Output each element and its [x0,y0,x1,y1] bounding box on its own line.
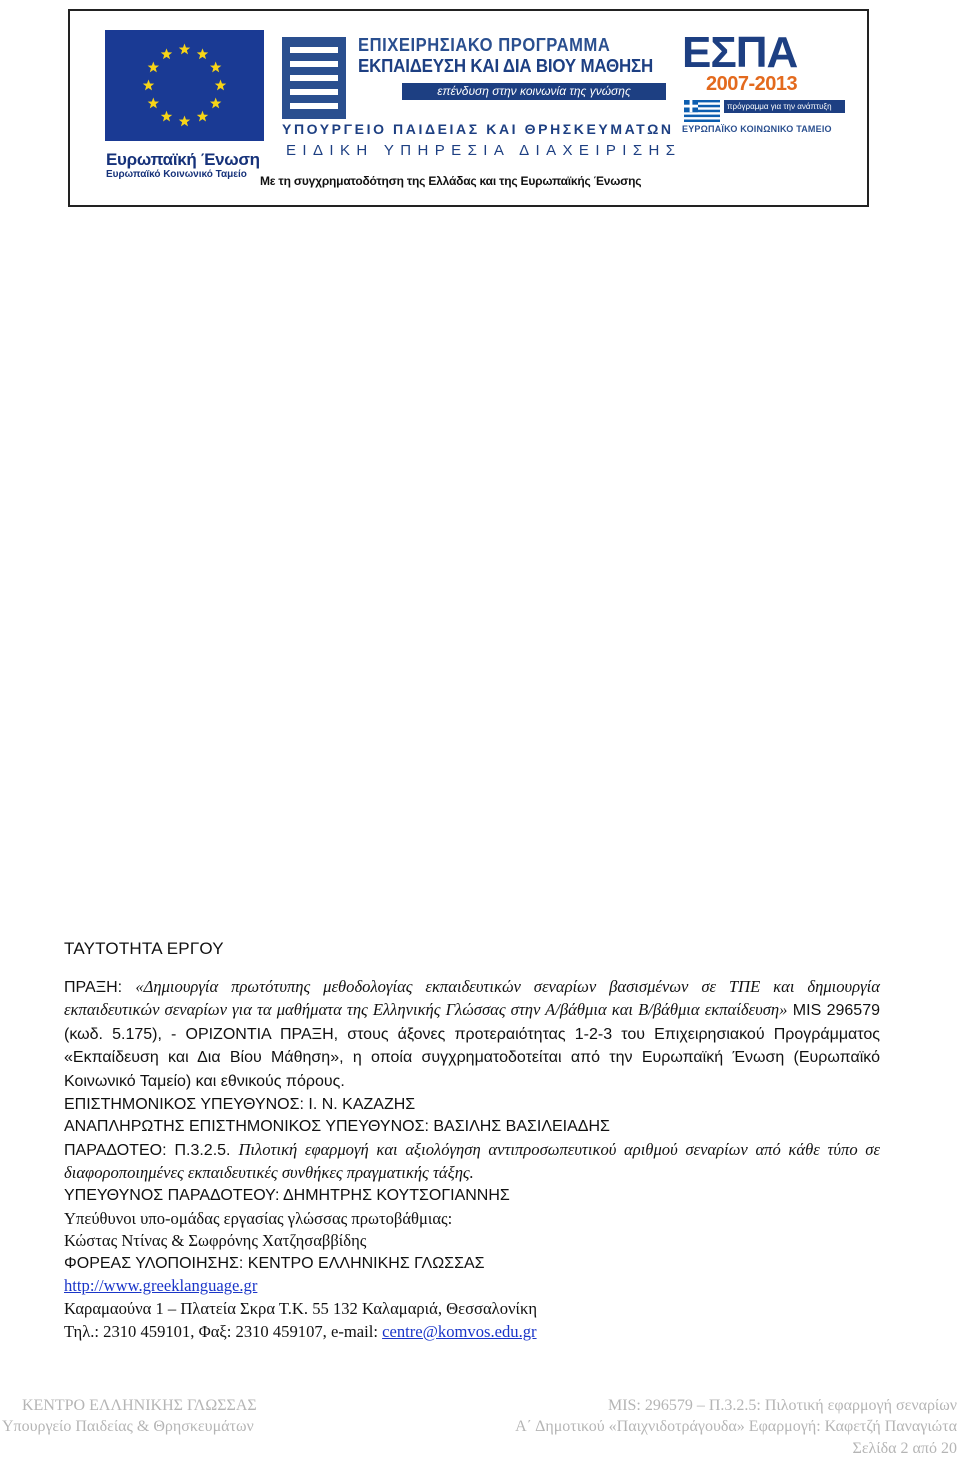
op-title: ΕΠΙΧΕΙΡΗΣΙΑΚΟ ΠΡΟΓΡΑΜΜΑ [358,35,611,55]
greek-flag-icon [684,100,720,122]
op-subtitle: ΕΚΠΑΙΔΕΥΣΗ ΚΑΙ ΔΙΑ ΒΙΟΥ ΜΑΘΗΣΗ [358,56,654,76]
espa-fund-label: ΕΥΡΩΠΑΪΚΟ ΚΟΙΝΩΝΙΚΟ ΤΑΜΕΙΟ [682,124,832,134]
footer-ministry: Υπουργείο Παιδείας & Θρησκευμάτων [2,1418,254,1435]
espa-logo-title: ΕΣΠΑ [682,28,798,77]
deputy-scientific-lead: ΑΝΑΠΛΗΡΩΤΗΣ ΕΠΙΣΤΗΜΟΝΙΚΟΣ ΥΠΕΥΘΥΝΟΣ: ΒΑΣΙΛΗΣ ΒΑΣΙΛΕΙΑΔΗΣ [64,1118,610,1136]
footer-scenario: Α΄ Δημοτικού «Παιχνιδοτράγουδα» Εφαρμογή: Καφετζή Παναγιώτα [515,1418,957,1435]
footer-mis: MIS: 296579 – Π.3.2.5: Πιλοτική εφαρμογή σεναρίων [607,1397,957,1414]
praxi-paragraph [64,976,880,1094]
email-link[interactable]: centre@komvos.edu.gr [382,1321,537,1341]
contact-line [64,1321,880,1344]
project-identity-section [64,938,880,1343]
praxi-details: MIS 296579 (κωδ. 5.175), - ΟΡΙΖΟΝΤΙΑ ΠΡΑΞΗ, στους άξονες προτεραιότητας 1-2-3 του Επιχειρησιακού Προγράμματος «Εκπαίδευση και Δια Βίου Μάθηση», η οποία συγχρηματοδοτείται από την Ευρωπαϊκή Ένωση (Ευρωπαϊκό Κοινωνικό Ταμείο) και εθνικούς πόρους. [64,1002,880,1090]
subgroup-names: Κώστας Ντίνας & Σωφρόνης Χατζησαββίδης [64,1231,367,1251]
praxi-title: «Δημιουργία πρωτότυπης μεθοδολογίας εκπαιδευτικών σεναρίων βασισμένων σε ΤΠΕ και δημιουργία εκπαιδευτικών σεναρίων για τα μαθήματα της Ελληνικής Γλώσσας στην Α/βάθμια και Β/βάθμια εκπαίδευση» [64,976,880,1020]
header-banner [68,9,869,207]
website-link[interactable]: http://www.greeklanguage.gr [64,1276,258,1296]
contact-numbers: Τηλ.: 2310 459101, Φαξ: 2310 459107, e-mail: [64,1321,383,1341]
footer-page-number: Σελίδα 2 από 20 [852,1440,957,1457]
address: Καραμαούνα 1 – Πλατεία Σκρα Τ.Κ. 55 132 Καλαμαριά, Θεσσαλονίκη [64,1298,538,1318]
eu-social-fund-label: Ευρωπαϊκό Κοινωνικό Ταμείο [106,169,247,180]
deliverable-label: ΠΑΡΑΔΟΤΕΟ: Π.3.2.5. [64,1141,239,1159]
op-slogan: επένδυση στην κοινωνία της γνώσης [402,83,666,100]
subgroup-label: Υπεύθυνοι υπο-ομάδας εργασίας γλώσσας πρωτοβάθμιας: [64,1208,453,1228]
implementing-agency: ΦΟΡΕΑΣ ΥΛΟΠΟΙΗΣΗΣ: ΚΕΝΤΡΟ ΕΛΛΗΝΙΚΗΣ ΓΛΩΣΣΑΣ [64,1254,485,1272]
deliverable-title: Πιλοτική εφαρμογή και αξιολόγηση αντιπροσωπευτικού αριθμού σεναρίων από κάθε τύπο σε διαφοροποιημένες εκπαιδευτικές συνθήκες πραγματικής τάξης. [64,1139,880,1183]
section-title: ΤΑΥΤΟΤΗΤΑ ΕΡΓΟΥ [64,939,224,958]
ministry-label: ΥΠΟΥΡΓΕΙΟ ΠΑΙΔΕΙΑΣ ΚΑΙ ΘΡΗΣΚΕΥΜΑΤΩΝ [282,121,674,137]
espa-tagline: πρόγραμμα για την ανάπτυξη [724,100,845,113]
cofinancing-label: Με τη συγχρηματοδότηση της Ελλάδας και της Ευρωπαϊκής Ένωσης [260,174,642,188]
deliverable-paragraph [64,1139,880,1185]
eu-flag-icon [105,30,264,141]
deliverable-lead: ΥΠΕΥΘΥΝΟΣ ΠΑΡΑΔΟΤΕΟΥ: ΔΗΜΗΤΡΗΣ ΚΟΥΤΣΟΓΙΑΝΝΗΣ [64,1186,510,1204]
scientific-lead: ΕΠΙΣΤΗΜΟΝΙΚΟΣ ΥΠΕΥΘΥΝΟΣ: Ι. Ν. ΚΑΖΑΖΗΣ [64,1095,416,1113]
eu-name: Ευρωπαϊκή Ένωση [106,150,260,169]
management-agency-label: ΕΙΔΙΚΗ ΥΠΗΡΕΣΙΑ ΔΙΑΧΕΙΡΙΣΗΣ [286,142,682,159]
praxi-label: ΠΡΑΞΗ: [64,978,136,996]
footer-organization: ΚΕΝΤΡΟ ΕΛΛΗΝΙΚΗΣ ΓΛΩΣΣΑΣ [22,1397,257,1414]
op-emblem-icon [282,37,346,119]
espa-years: 2007-2013 [706,73,798,95]
